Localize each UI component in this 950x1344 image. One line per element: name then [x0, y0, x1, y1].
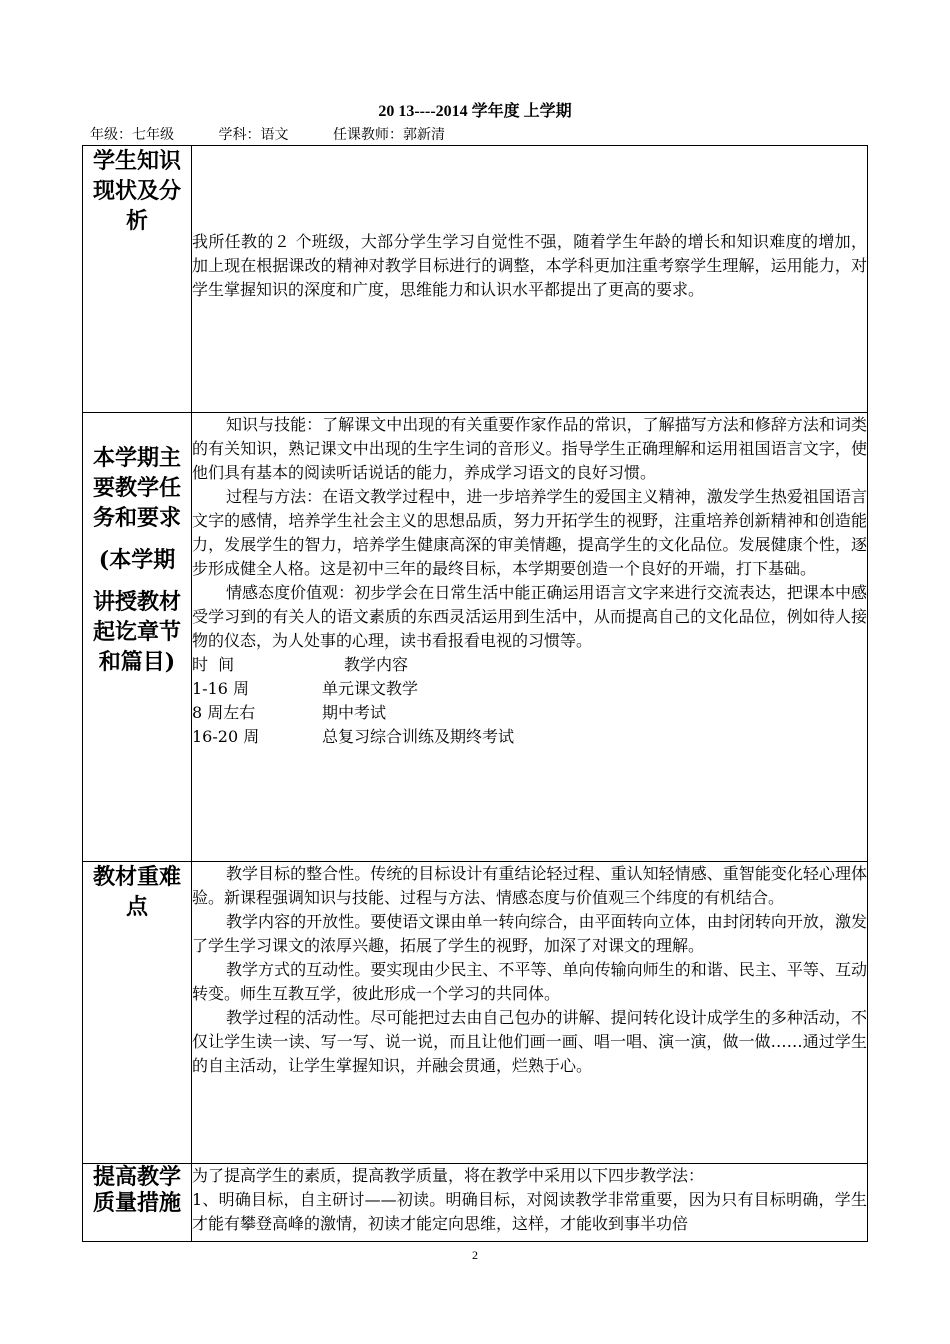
difficulty-activity: 教学过程的活动性。尽可能把过去由自己包办的讲解、提问转化设计成学生的多种活动，不仅让学生读一读、写一写、说一说，而且让他们画一画、唱一唱、演一演，做一做……通过学生的自主活动，让学生掌握知识，并融会贯通，烂熟于心。: [192, 1008, 867, 1075]
label-difficulties: 教材重难点: [83, 862, 192, 1164]
schedule-row: 8 周左右 期中考试: [192, 703, 387, 722]
tasks-emotion: 情感态度价值观：初步学会在日常生活中能正确运用语言文字来进行交流表达，把课本中感受学习到的有关人的语文素质的东西灵活运用到生活中，从而提高自己的文化品位，例如待人接物的仪态，为人处事的心理，读书看报看电视的习惯等。: [192, 583, 867, 650]
row-measures: [83, 1164, 868, 1242]
schedule-row: 16-20 周 总复习综合训练及期终考试: [192, 727, 515, 746]
schedule-row: 1-16 周 单元课文教学: [192, 679, 419, 698]
grade-label: 年级：七年级: [90, 127, 174, 143]
page-number: 2: [472, 1248, 478, 1262]
difficulty-openness: 教学内容的开放性。要使语文课由单一转向综合，由平面转向立体，由封闭转向开放，激发了学生学习课文的浓厚兴趣，拓展了学生的视野，加深了对课文的理解。: [192, 912, 867, 955]
analysis-text: 我所任教的２ 个班级，大部分学生学习自觉性不强，随着学生年龄的增长和知识难度的增加，加上现在根据课改的精神对教学目标进行的调整，本学科更加注重考察学生理解，运用能力，对学生掌握知识的深度和广度，思维能力和认识水平都提出了更高的要求。: [192, 232, 867, 299]
content-tasks: [192, 413, 868, 862]
schedule-header: 时 间 教学内容: [192, 655, 409, 674]
label-analysis: 学生知识现状及分析: [83, 146, 192, 413]
content-difficulties: [192, 862, 868, 1164]
measures-step1: 1、明确目标，自主研讨——初读。明确目标，对阅读教学非常重要，因为只有目标明确，学生才能有攀登高峰的激情，初读才能定向思维，这样，才能收到事半功倍: [192, 1190, 867, 1233]
subject-label: 学科：语文: [218, 127, 289, 143]
measures-intro: 为了提高学生的素质，提高教学质量，将在教学中采用以下四步教学法：: [192, 1166, 705, 1185]
label-measures: 提高教学质量措施: [83, 1164, 192, 1242]
row-difficulties: [83, 862, 868, 1164]
difficulty-interaction: 教学方式的互动性。要实现由少民主、不平等、单向传输向师生的和谐、民主、平等、互动转变。师生互教互学，彼此形成一个学习的共同体。: [192, 960, 867, 1003]
row-analysis: [83, 146, 868, 413]
meta-line: [90, 124, 445, 144]
tasks-knowledge: 知识与技能：了解课文中出现的有关重要作家作品的常识，了解描写方法和修辞方法和词类的有关知识，熟记课文中出现的生字生词的音形义。指导学生正确理解和运用祖国语言文字，使他们具有基本的阅读听话说话的能力，养成学习语文的良好习惯。: [192, 415, 867, 482]
page-title: 20 13----2014 学年度 上学期: [378, 103, 572, 120]
content-measures: [192, 1164, 868, 1242]
label-tasks: 本学期主要教学任务和要求 (本学期 讲授教材起讫章节和篇目): [83, 413, 192, 862]
difficulty-integration: 教学目标的整合性。传统的目标设计有重结论轻过程、重认知轻情感、重智能变化轻心理体验。新课程强调知识与技能、过程与方法、情感态度与价值观三个纬度的有机结合。: [192, 864, 867, 907]
content-analysis: [192, 146, 868, 413]
tasks-process: 过程与方法：在语文教学过程中，进一步培养学生的爱国主义精神，激发学生热爱祖国语言文字的感情，培养学生社会主义的思想品质，努力开拓学生的视野，注重培养创新精神和创造能力，发展学生的智力，培养学生健康高深的审美情趣，提高学生的文化品位。发展健康个性，逐步形成健全人格。这是初中三年的最终目标，本学期要创造一个良好的开端，打下基础。: [192, 487, 867, 578]
row-tasks: [83, 413, 868, 862]
plan-table: [82, 145, 868, 1242]
teacher-label: 任课教师：郭新清: [333, 127, 446, 143]
